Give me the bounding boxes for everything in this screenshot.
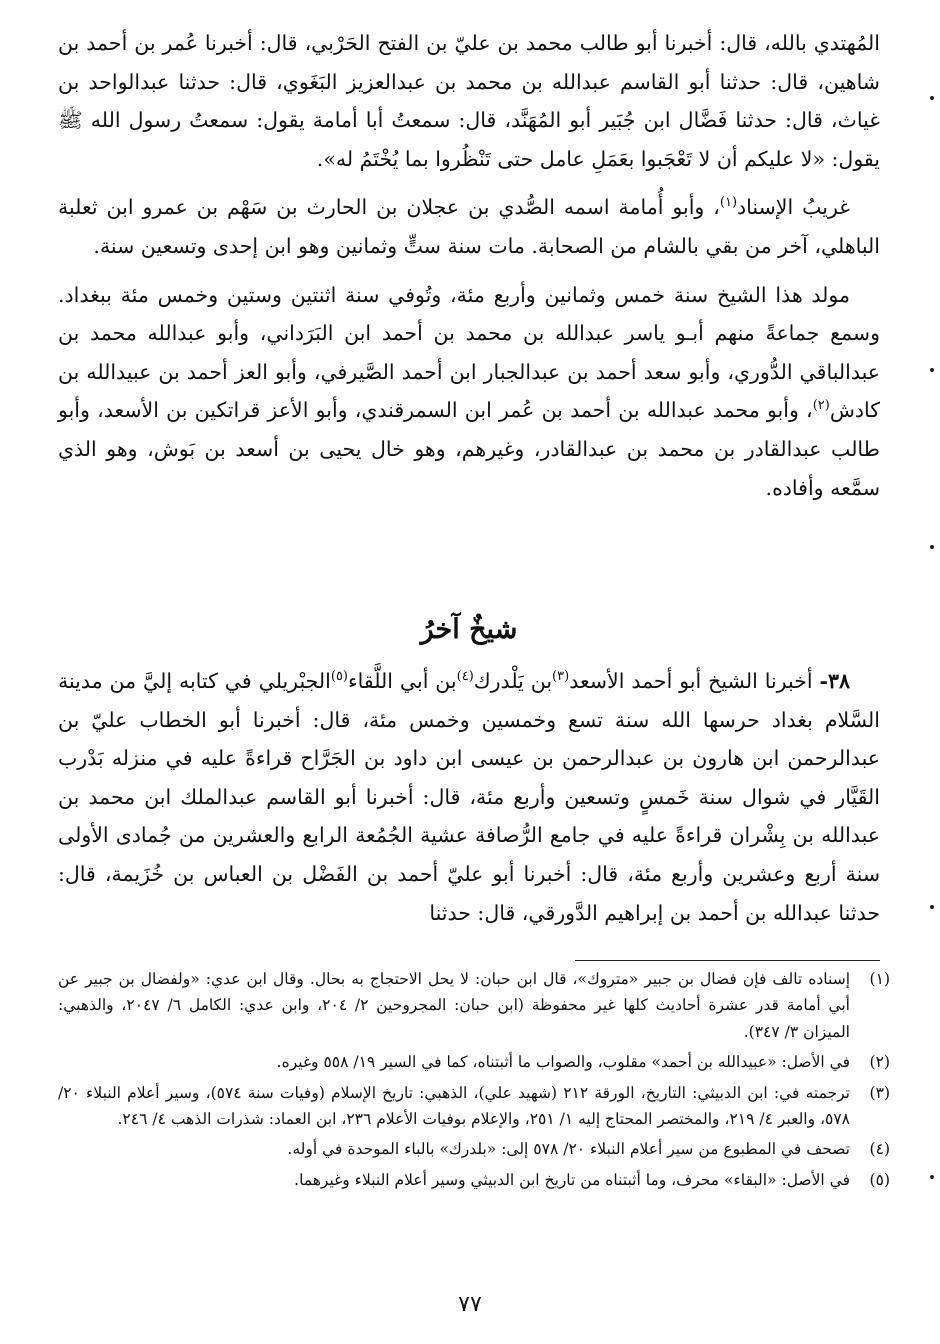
narrator-paragraph: غريبُ الإسناد$^{(١)}$، وأبو أُمامة اسمه الصُّدي بن عجلان بن الحارث بن سَهْم بن عمرو ابن ثعلبة الباهلي، آخر من بقي بالشام من الصحابة. مات سنة ستٍّ وثمانين وهو ابن إحدى وتسعين سنة. bbox=[58, 195, 880, 258]
gharib-label: غريبُ الإسناد bbox=[737, 195, 851, 220]
footnote-text: إسناده تالف فإن فضال بن جبير «متروك»، قال ابن حبان: لا يحل الاحتجاج به بحال. وقال ابن عدي: «ولفضال بن جبير عن أبي أمامة قدر عشرة أحاديث كلها غير محفوظة (ابن حبان: المجروحين ٢/ ٢٠٤، وابن عدي: الكامل ٦/ ٢٠٤٧، والذهبي: الميزان ٣/ ٣٤٧). bbox=[58, 970, 850, 1041]
entry-number: ٣٨- bbox=[819, 669, 850, 693]
footnote-4 bbox=[58, 1136, 898, 1162]
footnote-ref-4: (٤) bbox=[456, 669, 474, 685]
footnote-number: (٢) bbox=[869, 1053, 890, 1072]
footnote-ref-2: (٢) bbox=[812, 398, 830, 414]
footnote-text: في الأصل: «البقاء» محرف، وما أثبتناه من تاريخ ابن الدبيثي وسير أعلام النبلاء وغيرهما. bbox=[294, 1170, 850, 1189]
scan-speck bbox=[930, 905, 934, 909]
entry-text bbox=[58, 662, 880, 932]
footnote-ref-1: (١) bbox=[719, 195, 738, 211]
entry-text-4: الجبْريلي في كتابه إليَّ من مدينة السَّلام بغداد حرسها الله سنة تسع وخمسين وخمس مئة، قال: أخبرنا أبو الخطاب عليّ بن عبدالرحمن ابن هارون بن عبدالرحمن بن عيسى ابن داود بن الجَرَّاح قراءةً عليه في منزله بَدْرب القَيَّار في شوال سنة خَمسٍ وتسعين وأربع مئة، قال: أخبرنا أبو القاسم عبدالملك ابن محمد بن عبدالله بن بِشْران قراءةً عليه في جامع الرُّصافة عشية الجُمُعة الرابع والعشرين من جُمادى الأولى سنة أربع وعشرين وأربع مئة، قال: أخبرنا أبو عليّ أحمد بن الفَضْل بن العباس بن خُزَيمة، قال: حدثنا عبدالله بن أحمد بن إبراهيم الدَّورقي، قال: حدثنا bbox=[58, 669, 880, 925]
scan-speck bbox=[930, 96, 934, 100]
footnote-divider bbox=[575, 960, 880, 961]
narrator-text: وأبو أُمامة اسمه الصُّدي بن عجلان بن الحارث بن سَهْم بن عمرو ابن ثعلبة الباهلي، آخر من بقي بالشام من الصحابة. مات سنة ستٍّ وثمانين وهو ابن إحدى وتسعين سنة. bbox=[58, 195, 880, 258]
footnote-number: (١) bbox=[869, 970, 890, 988]
footnote-text: في الأصل: «عبيدالله بن أحمد» مقلوب، والصواب ما أثبتناه، كما في السير ١٩/ ٥٥٨ وغيره. bbox=[276, 1053, 850, 1072]
footnote-number: (٤) bbox=[869, 1140, 890, 1159]
biography-paragraph bbox=[58, 276, 880, 508]
footnote-text: تصحف في المطبوع من سير أعلام النبلاء ٢٠/ ٥٧٨ إلى: «بلدرك» بالباء الموحدة في أوله. bbox=[287, 1140, 850, 1159]
footnote-text: ترجمته في: ابن الدبيثي: التاريخ، الورقة ٢١٢ (شهيد علي)، الذهبي: تاريخ الإسلام (وفيات سنة ٥٧٤)، وسير أعلام النبلاء ٢٠/ ٥٧٨، والعبر ٤/ ٢١٩، والمختصر المحتاج إليه ١/ ٢٥١، والإعلام بوفيات الأعلام ٢٣٦، ابن العماد: شذرات الذهب ٤/ ٢٤٦. bbox=[58, 1083, 850, 1129]
scan-speck bbox=[930, 368, 934, 372]
entry-text-2: بن يَلْدرك bbox=[473, 669, 553, 693]
section-heading: شيخٌ آخرُ bbox=[420, 614, 518, 645]
footnote-2 bbox=[58, 1049, 898, 1075]
biography-text-b: ، وأبو محمد عبدالله بن أحمد بن عُمر ابن السمرقندي، وأبو الأعز قراتكين بن الأسعد، وأبو طالب عبدالقادر بن محمد بن عبدالقادر، وغيرهم، وهو خال يحيى بن أسعد بن بَوش، وهو الذي سمَّعه وأفاده. bbox=[58, 398, 880, 500]
hadith-paragraph: المُهتدي بالله، قال: أخبرنا أبو طالب محمد بن عليّ بن الفتح الحَرْبي، قال: أخبرنا عُمر بن أحمد بن شاهين، قال: حدثنا أبو القاسم عبدالله بن محمد بن عبدالعزيز البَغَوي، قال: حدثنا عبدالواحد بن غياث، قال: حدثنا فَضَّال ابن جُبَير أبو المُهَنَّد، قال: سمعتُ أبا أمامة يقول: سمعتُ رسول الله ﷺ يقول: «لا عليكم أن لا تَعْجَبوا بعَمَلِ عامل حتى تَنْظُروا بما يُخْتَمُ له». bbox=[58, 31, 880, 171]
footnote-ref-5: (٥) bbox=[330, 669, 348, 685]
entry-text-3: بن أبي اللَّقاء bbox=[348, 669, 457, 693]
main-text bbox=[58, 24, 880, 507]
footnote-number: (٣) bbox=[869, 1083, 890, 1102]
entry-text-1: أخبرنا الشيخ أبو أحمد الأسعد bbox=[569, 669, 820, 693]
footnote-5 bbox=[58, 1167, 898, 1193]
footnote-number: (٥) bbox=[869, 1170, 890, 1189]
page-number: ٧٧ bbox=[458, 1292, 482, 1317]
scan-speck bbox=[930, 545, 934, 549]
footnote-1 bbox=[58, 966, 898, 1045]
footnotes bbox=[58, 966, 898, 1193]
scan-speck bbox=[930, 1175, 934, 1179]
footnote-3 bbox=[58, 1080, 898, 1133]
footnote-ref-3: (٣) bbox=[552, 669, 570, 685]
entry-paragraph bbox=[58, 662, 880, 932]
biography-text-a: مولد هذا الشيخ سنة خمس وثمانين وأربع مئة، وتُوفي سنة اثنتين وستين وخمس مئة ببغداد. وسمع جماعةً منهم أبـو ياسر عبدالله بن محمد بن أحمد ابن البَرَداني، وأبو عبدالله محمد بن عبدالباقي الدُّوري، وأبو سعد أحمد بن عبدالجبار ابن أحمد الصَّيرفي، وأبو العز أحمد بن عبيدالله بن كادش bbox=[58, 282, 880, 423]
